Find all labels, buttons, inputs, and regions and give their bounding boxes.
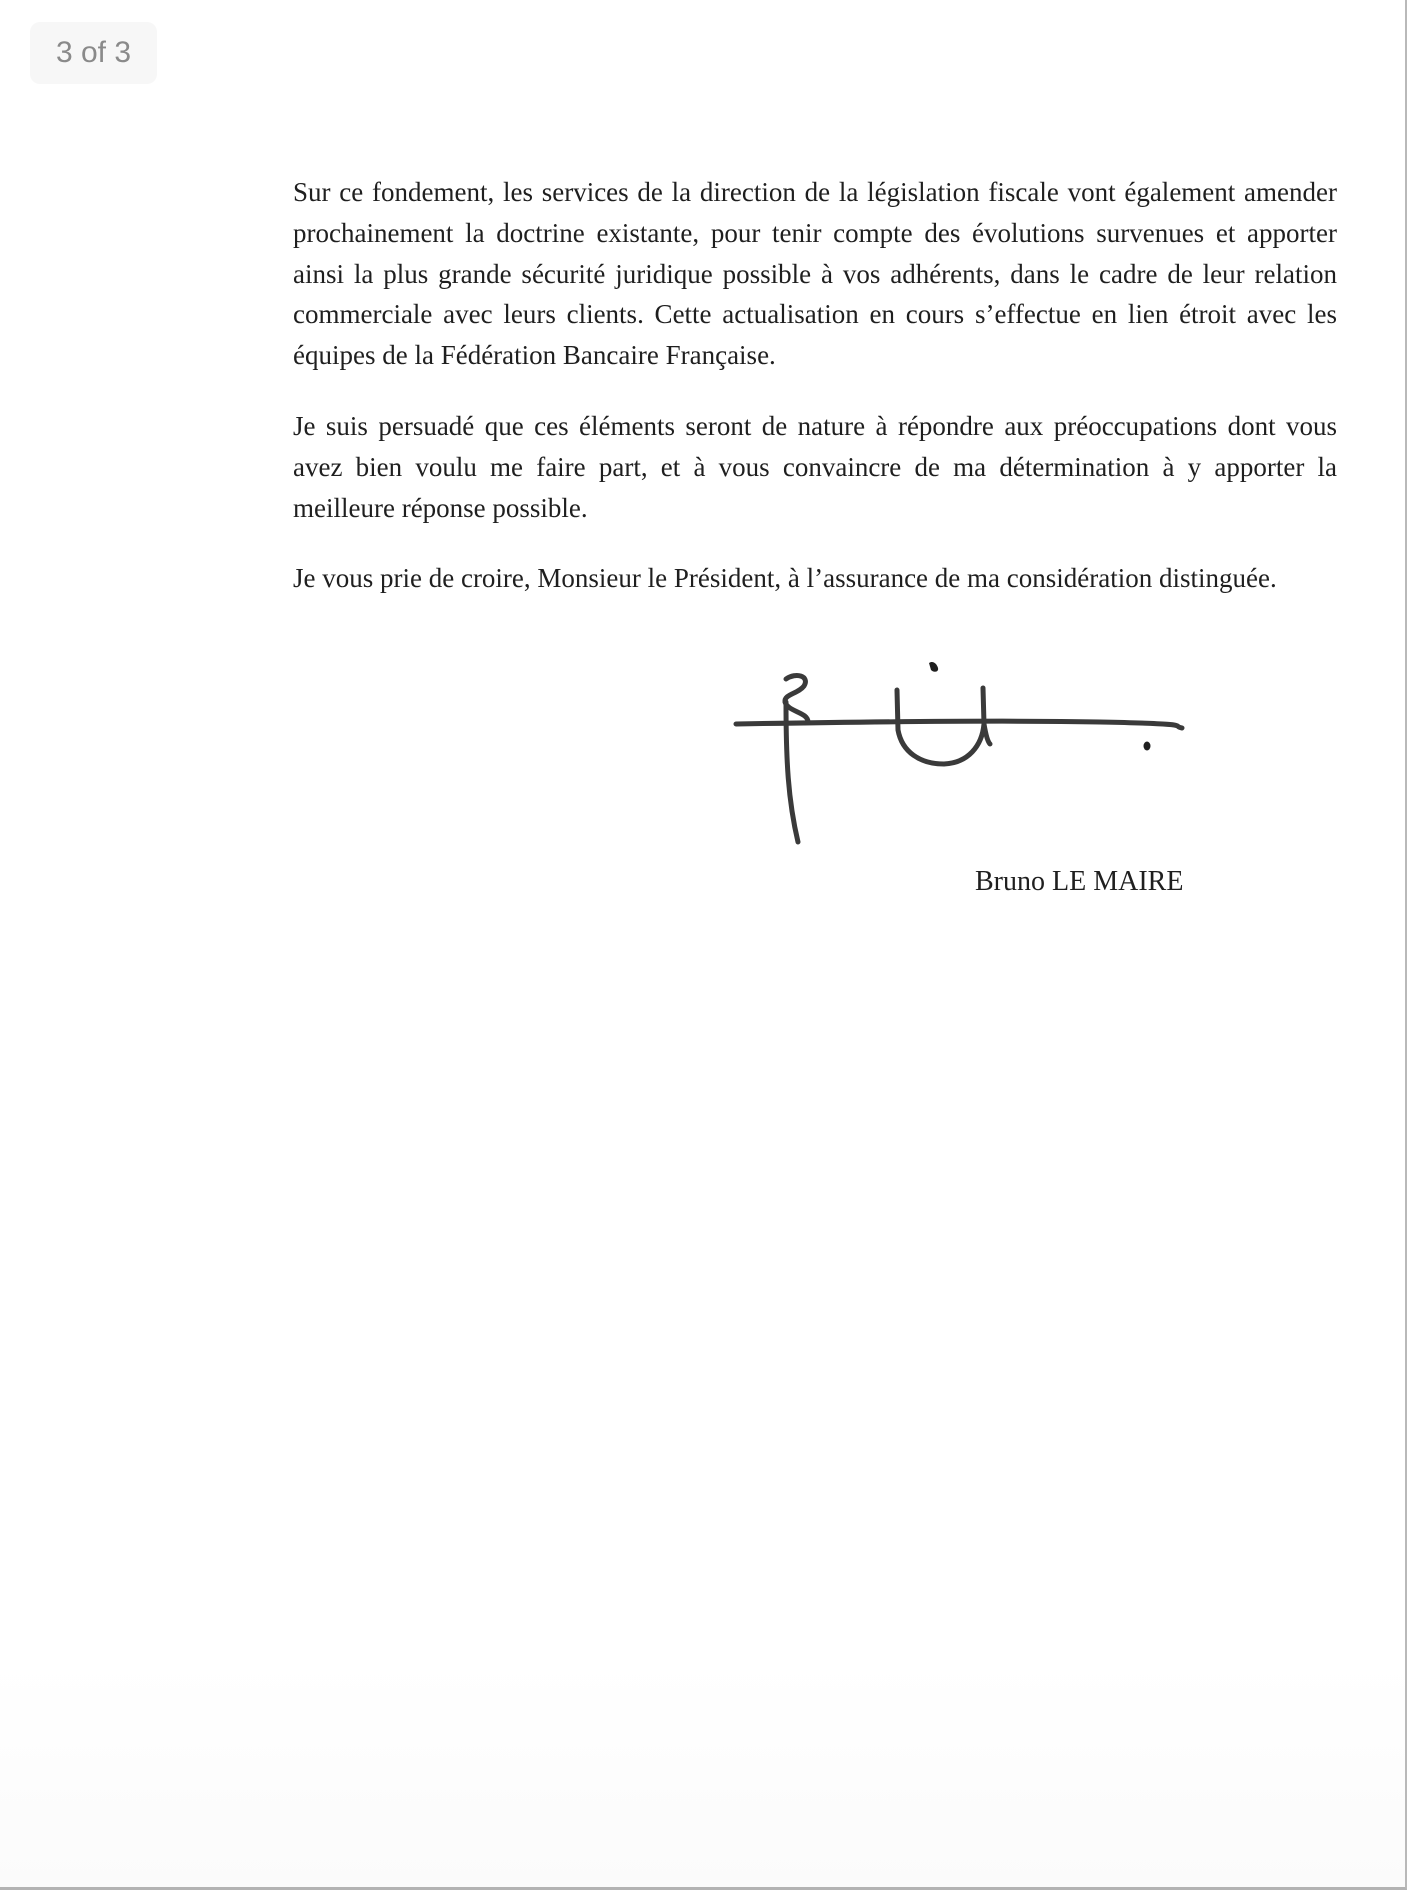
paragraph-closing-formula: Je vous prie de croire, Monsieur le Président, à l’assurance de ma considération distinguée. — [293, 563, 1277, 594]
page-indicator-label: 3 of 3 — [55, 36, 132, 69]
letter-body — [293, 172, 1337, 629]
signer-name: Bruno LE MAIRE — [975, 866, 1184, 897]
page-indicator-badge — [30, 22, 157, 84]
paragraph-doctrine-update: Sur ce fondement, les services de la direction de la législation fiscale vont également amender prochainement la doctrine existante, pour tenir compte des évolutions survenues et apporter ainsi la plus grande sécurité juridique possible à vos adhérents, dans le cadre de leur relation commerciale avec leurs clients. Cette actualisation en cours s’effectue en lien étroit avec les équipes de la Fédération Bancaire Française. — [293, 177, 1337, 371]
paragraph-persuasion: Je suis persuadé que ces éléments seront de nature à répondre aux préoccupations dont vous avez bien voulu me faire part, et à vous convaincre de ma détermination à y apporter la meilleure réponse possible. — [293, 410, 1337, 523]
